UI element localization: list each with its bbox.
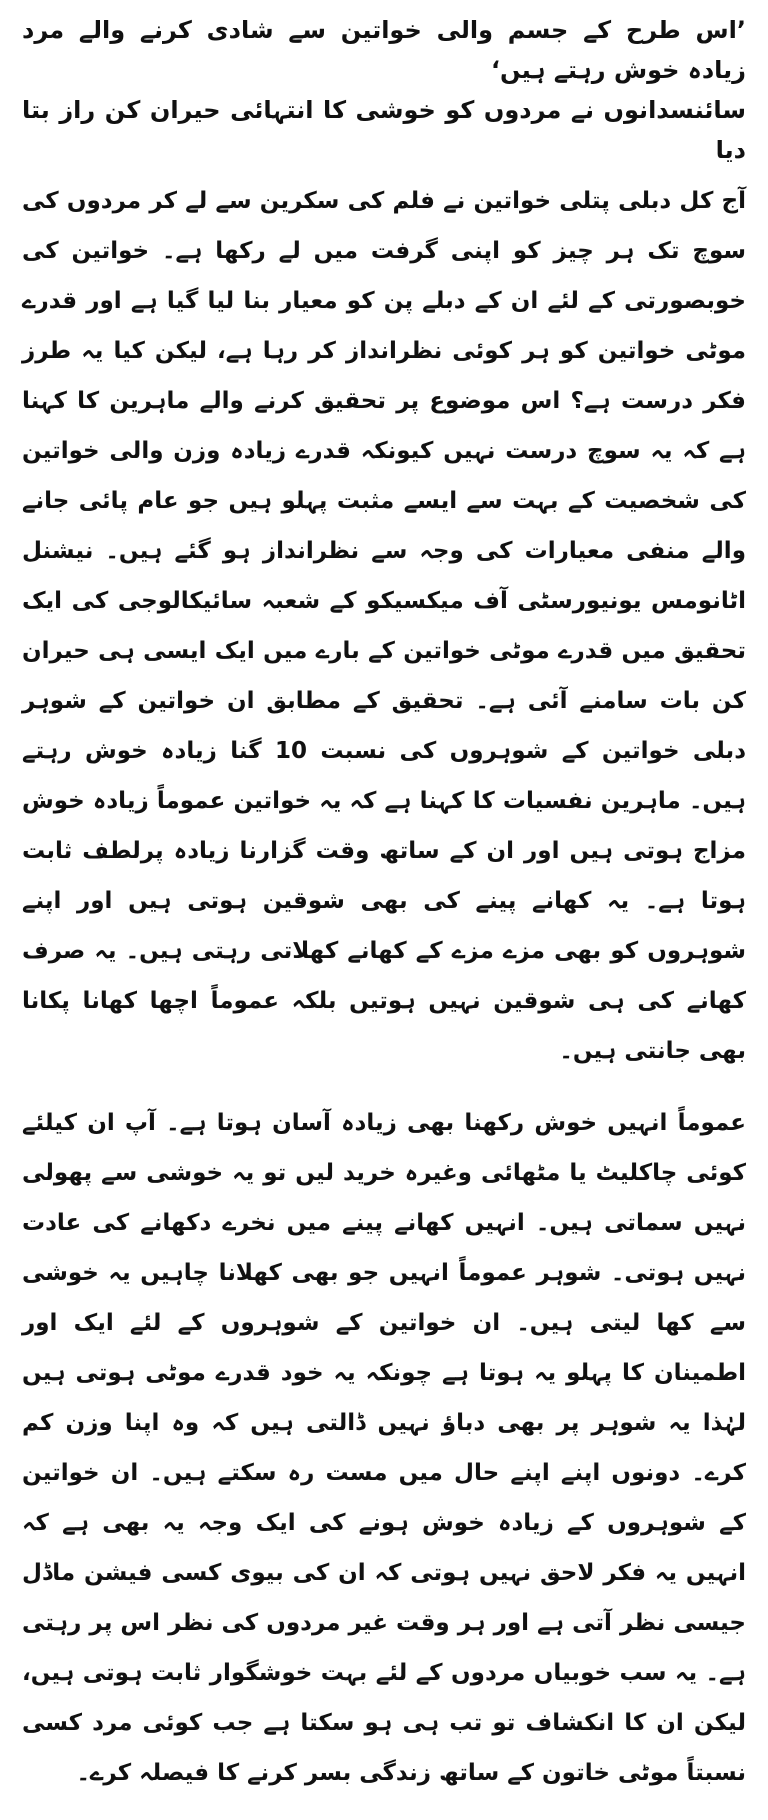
article-paragraph-2: عموماً انہیں خوش رکھنا بھی زیادہ آسان ہوتا ہے۔ آپ ان کیلئے کوئی چاکلیٹ یا مٹھائی وغیرہ خرید لیں تو یہ خوشی سے پھولی نہیں سماتی ہیں۔ انہیں کھانے پینے میں نخرے دکھانے کی عادت نہیں ہوتی۔ شوہر عموماً انہیں جو بھی کھلانا چاہیں یہ خوشی سے کھا لیتی ہیں۔ ان خواتین کے شوہروں کے لئے ایک اور اطمینان کا پہلو یہ ہوتا ہے چونکہ یہ خود قدرے موٹی ہوتی ہیں لہٰذا یہ شوہر پر بھی دباؤ نہیں ڈالتی ہیں کہ وہ اپنا وزن کم کرے۔ دونوں اپنے اپنے حال میں مست رہ سکتے ہیں۔ ان خواتین کے شوہروں کے زیادہ خوش ہونے کی ایک وجہ یہ بھی ہے کہ انہیں یہ فکر لاحق نہیں ہوتی کہ ان کی بیوی کسی فیشن ماڈل جیسی نظر آتی ہے اور ہر وقت غیر مردوں کی نظر اس پر رہتی ہے۔ یہ سب خوبیاں مردوں کے لئے بہت خوشگوار ثابت ہوتی ہیں، لیکن ان کا انکشاف تو تب ہی ہو سکتا ہے جب کوئی مرد کسی نسبتاً موٹی خاتون کے ساتھ زندگی بسر کرنے کا فیصلہ کرے۔ [22, 1110, 746, 1786]
article-subheadline: سائنسدانوں نے مردوں کو خوشی کا انتہائی حیران کن راز بتا دیا [22, 96, 746, 164]
article [22, 0, 746, 1820]
article-headline: ’اس طرح کے جسم والی خواتین سے شادی کرنے والے مرد زیادہ خوش رہتے ہیں‘ [22, 16, 746, 84]
article-paragraph-1: آج کل دبلی پتلی خواتین نے فلم کی سکرین سے لے کر مردوں کی سوچ تک ہر چیز کو اپنی گرفت میں لے رکھا ہے۔ خواتین کی خوبصورتی کے لئے ان کے دبلے پن کو معیار بنا لیا گیا ہے اور قدرے موٹی خواتین کو ہر کوئی نظرانداز کر رہا ہے، لیکن کیا یہ طرز فکر درست ہے؟ اس موضوع پر تحقیق کرنے والے ماہرین کا کہنا ہے کہ یہ سوچ درست نہیں کیونکہ قدرے زیادہ وزن والی خواتین کی شخصیت کے بہت سے ایسے مثبت پہلو ہیں جو عام پائی جانے والے منفی معیارات کی وجہ سے نظرانداز ہو گئے ہیں۔ نیشنل اٹانومس یونیورسٹی آف میکسیکو کے شعبہ سائیکالوجی کی ایک تحقیق میں قدرے موٹی خواتین کے بارے میں ایک ایسی ہی حیران کن بات سامنے آئی ہے۔ تحقیق کے مطابق ان خواتین کے شوہر دبلی خواتین کے شوہروں کی نسبت 10 گنا زیادہ خوش رہتے ہیں۔ ماہرین نفسیات کا کہنا ہے کہ یہ خواتین عموماً زیادہ خوش مزاج ہوتی ہیں اور ان کے ساتھ وقت گزارنا زیادہ پرلطف ثابت ہوتا ہے۔ یہ کھانے پینے کی بھی شوقین ہوتی ہیں اور اپنے شوہروں کو بھی مزے مزے کے کھانے کھلاتی رہتی ہیں۔ یہ صرف کھانے کی ہی شوقین نہیں ہوتیں بلکہ عموماً اچھا کھانا پکانا بھی جانتی ہیں۔ [22, 188, 746, 1064]
